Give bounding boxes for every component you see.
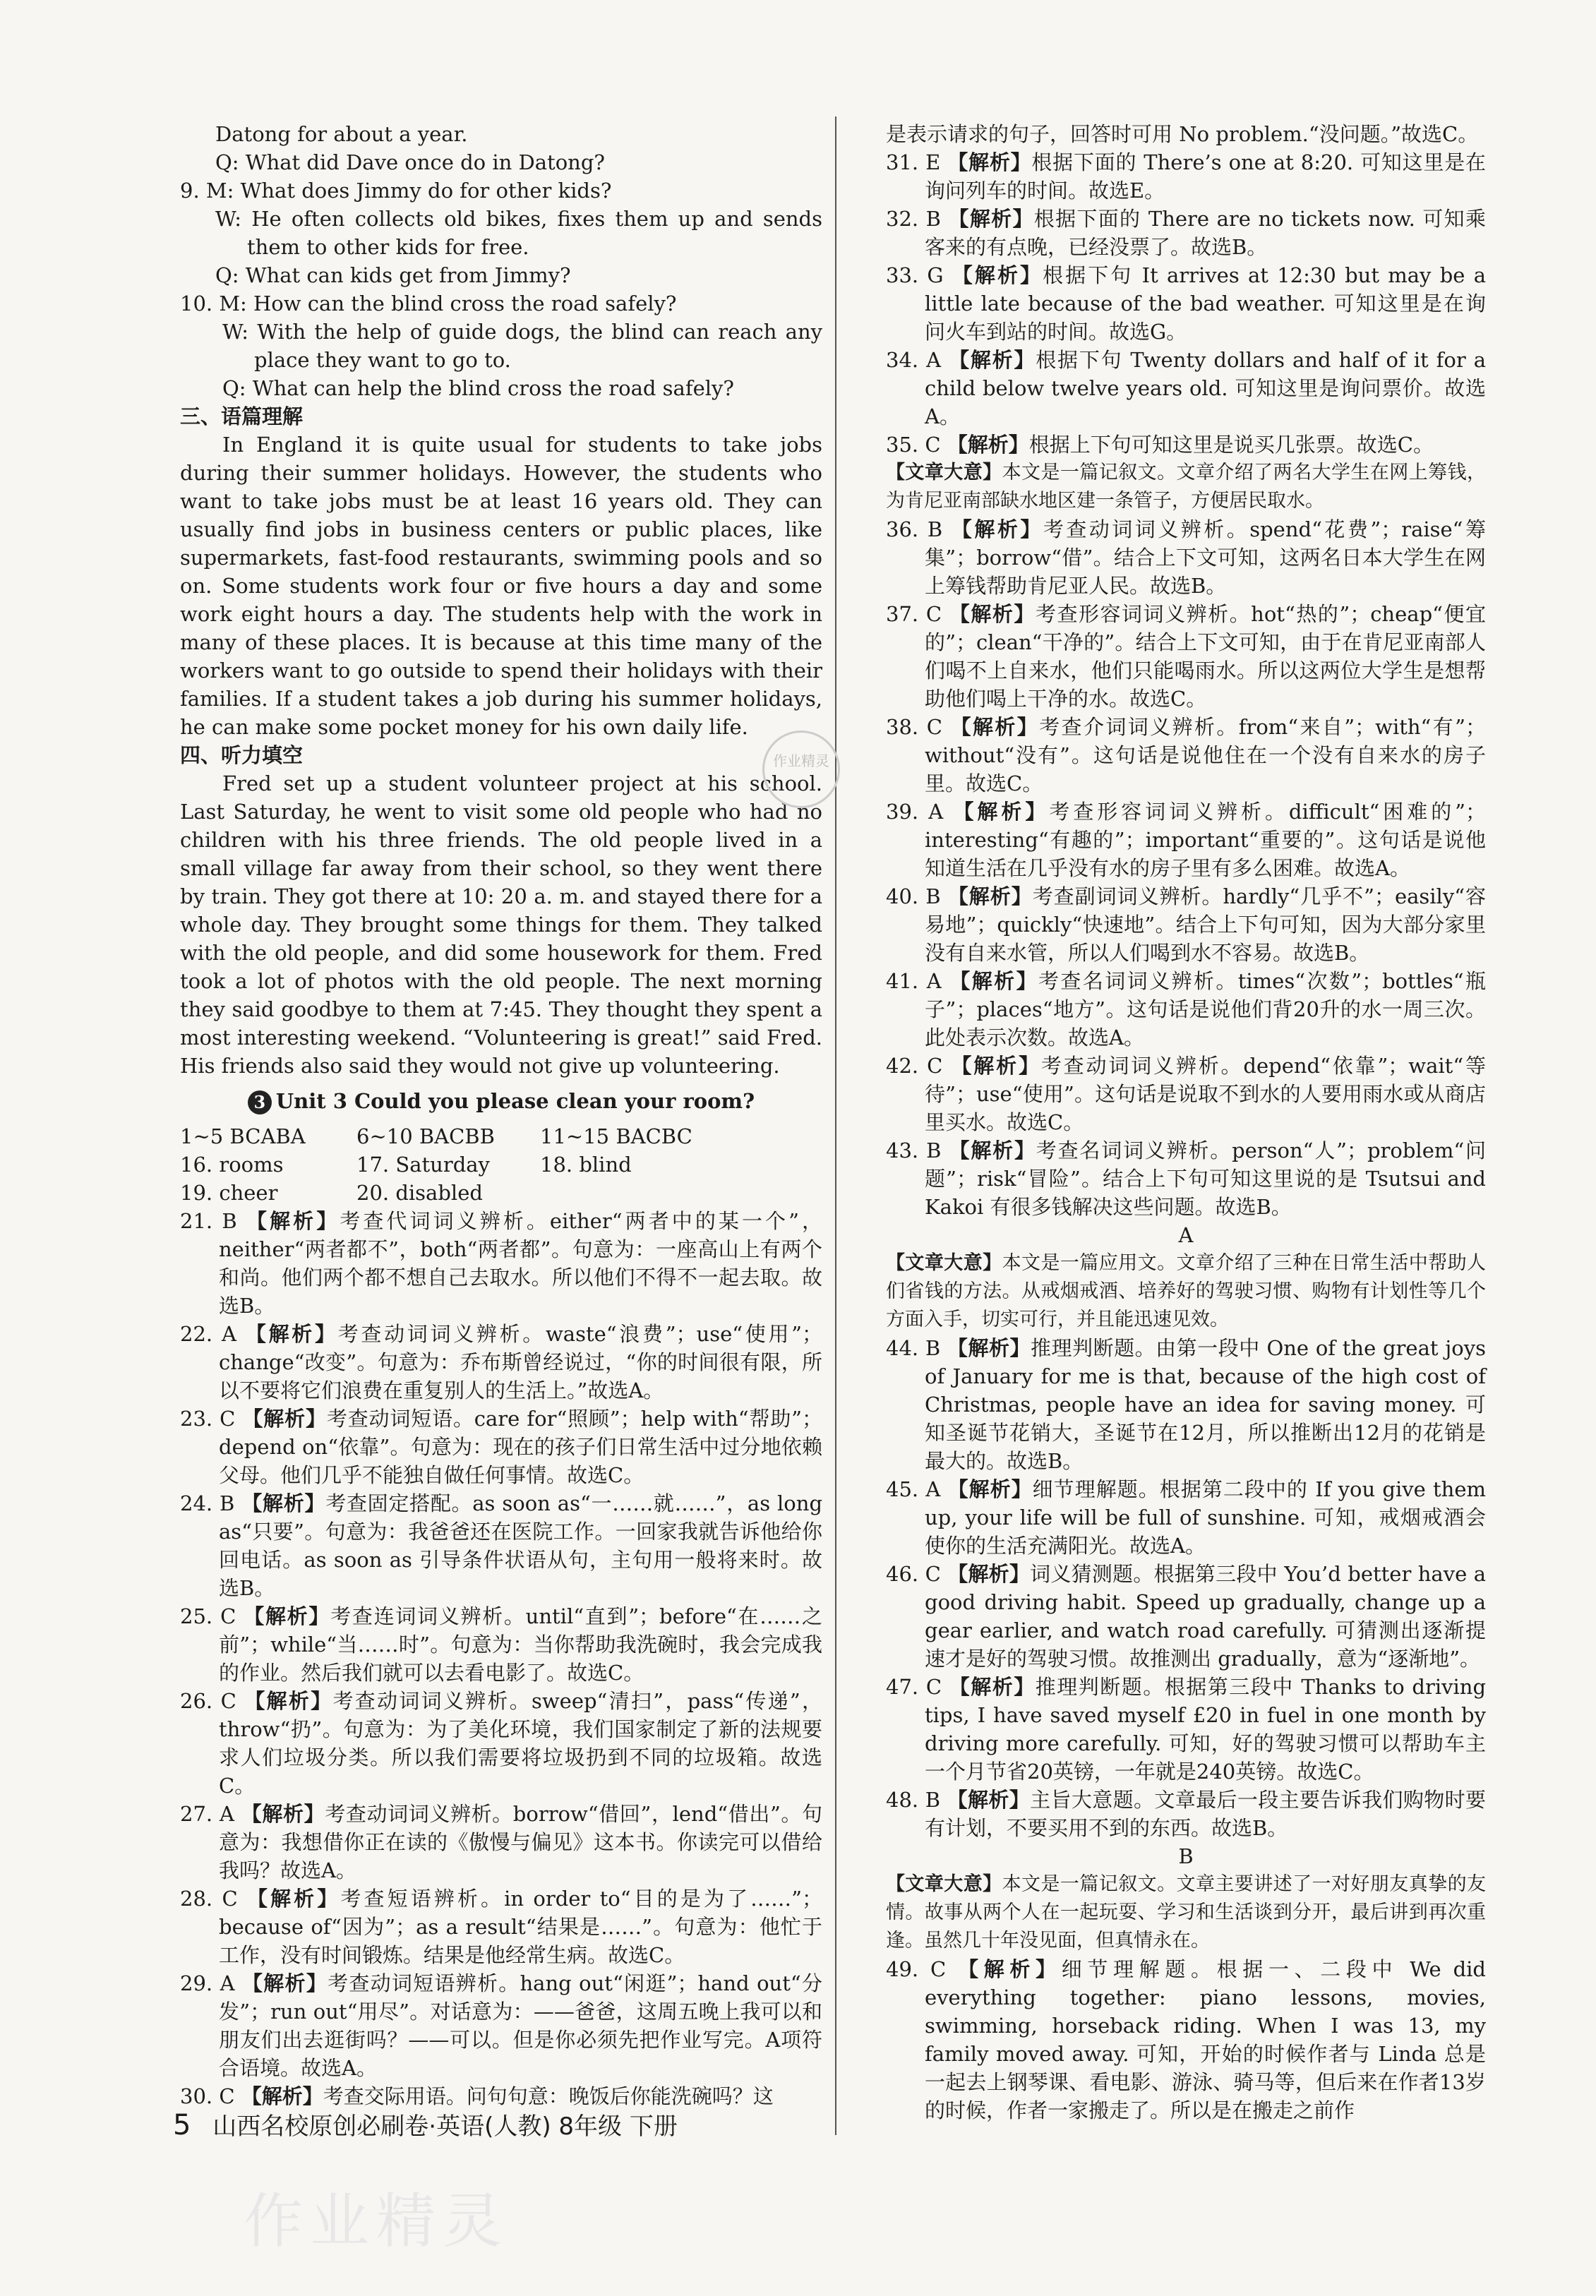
summary-3 bbox=[886, 1870, 1486, 1955]
item-number: 40. B bbox=[886, 884, 941, 908]
summary-text: 本文是一篇记叙文。文章主要讲述了一对好朋友真挚的友情。故事从两个人在一起玩耍、学习和生活谈到分开，最后讲到再次重逢。虽然几十年没见面，但真情永在。 bbox=[886, 1873, 1487, 1952]
item-number: 37. C bbox=[886, 602, 942, 626]
analysis-tag: 【解析】 bbox=[949, 348, 1036, 372]
item-text: 根据下面的 There are no tickets now. 可知乘客来的有点晚，已经没票了。故选B。 bbox=[925, 207, 1487, 259]
analysis-tag: 【解析】 bbox=[948, 207, 1034, 231]
analysis-tag: 【解析】 bbox=[242, 1971, 328, 1995]
item-text: 根据下面的 There’s one at 8:20. 可知这里是在询问列车的时间。故选E。 bbox=[925, 150, 1487, 203]
analysis-tag: 【解析】 bbox=[244, 1604, 331, 1628]
item-text: 推理判断题。由第一段中 One of the great joys of January for me is that, because of the high cost of Christmas, people have an idea for saving money. 可知圣诞节花销大，圣诞节在12月，所以推断出12月的花销是最大的。故选B。 bbox=[925, 1336, 1486, 1473]
item-text: 主旨大意题。文章最后一段主要告诉我们购物时要有计划，不要买用不到的东西。故选B。 bbox=[925, 1788, 1486, 1840]
analysis-tag: 【解析】 bbox=[241, 1491, 326, 1515]
item-text: 考查动词词义辨析。sweep“清扫”，pass“传递”，throw“扔”。句意为：为了美化环境，我们国家制定了新的法规要求人们垃圾分类。所以我们需要将垃圾扔到不同的垃圾箱。故选C。 bbox=[219, 1689, 822, 1798]
summary-1 bbox=[886, 459, 1486, 515]
explanation-item bbox=[180, 1320, 822, 1405]
item-number: 44. B bbox=[886, 1336, 941, 1360]
item-text: 考查副词词义辨析。hardly“几乎不”；easily“容易地”；quickly“快速地”。结合上下句可知，因为大部分家里没有自来水管，所以人们喝到水不容易。故选B。 bbox=[925, 884, 1487, 965]
explanation-item bbox=[886, 1136, 1486, 1221]
analysis-tag: 【解析】 bbox=[949, 1138, 1036, 1162]
item-text: 推理判断题。根据第三段中 Thanks to driving tips, I have saved myself £20 in fuel in one month by driving more carefully. 可知，好的驾驶习惯可以帮助车主一个月节省20英镑，一年就是240英镑。故选C。 bbox=[925, 1675, 1487, 1784]
item-number: 33. G bbox=[886, 263, 944, 287]
explanation-item bbox=[886, 967, 1486, 1052]
watermark: 作业精灵 bbox=[244, 2187, 510, 2256]
item-text: 考查动词短语。care for“照顾”；help with“帮助”；depend on“依靠”。句意为：现在的孩子们日常生活中过分地依赖父母。他们几乎不能独自做任何事情。故选C。 bbox=[219, 1407, 822, 1487]
analysis-tag: 【解析】 bbox=[947, 1788, 1031, 1812]
explanation-item bbox=[180, 1885, 822, 1969]
item-number: 48. B bbox=[886, 1788, 941, 1812]
dialog-lead: 10. M: How can the blind cross the road safely? bbox=[180, 291, 677, 315]
analysis-tag: 【解析】 bbox=[947, 1477, 1033, 1501]
item-text: 细节理解题。根据一、二段中 We did everything together: piano lessons, movies, swimming, horseback riding. When I was 13, my family moved away. 可知，开始的时候作者与 Linda 总是一起去上钢琴课、看电影、游泳、骑马等，但后来在作者13岁的时候，作者一家搬走了。所以是在搬走之前作 bbox=[925, 1957, 1486, 2122]
analysis-tag: 【解析】 bbox=[958, 1957, 1062, 1981]
explanation-item bbox=[180, 1207, 822, 1320]
item-number: 29. A bbox=[180, 1971, 235, 1995]
section-title-4: 四、听力填空 bbox=[180, 743, 304, 767]
summary-tag: 【文章大意】 bbox=[886, 462, 1002, 483]
item-number: 39. A bbox=[886, 800, 944, 824]
analysis-tag: 【解析】 bbox=[949, 969, 1039, 993]
explanation-item bbox=[886, 798, 1486, 882]
explanation-item bbox=[180, 1800, 822, 1885]
item-number: 31. E bbox=[886, 150, 941, 174]
section-title-3: 三、语篇理解 bbox=[180, 404, 304, 428]
item-number: 30. C bbox=[180, 2084, 235, 2108]
summary-2 bbox=[886, 1249, 1486, 1334]
answer-cell: 17. Saturday bbox=[356, 1153, 490, 1177]
explanation-item bbox=[886, 1560, 1486, 1673]
explanation-item bbox=[180, 2082, 822, 2110]
explanation-item bbox=[886, 148, 1486, 205]
item-text: 考查动词词义辨析。waste“浪费”；use“使用”；change“改变”。句意为：乔布斯曾经说过，“你的时间很有限，所以不要将它们浪费在重复别人的生活上。”故选A。 bbox=[219, 1322, 822, 1402]
left-column bbox=[180, 120, 822, 2110]
item-number: 23. C bbox=[180, 1407, 236, 1431]
item-text: 考查短语辨析。in order to“目的是为了……”；because of“因为”；as a result“结果是……”。句意为：他忙于工作，没有时间锻炼。结果是他经常生病。故选C。 bbox=[219, 1887, 822, 1967]
item-text: 考查介词词义辨析。from“来自”；with“有”；without“没有”。这句话是说他住在一个没有自来水的房子里。故选C。 bbox=[925, 715, 1486, 795]
answer-cell: 16. rooms bbox=[180, 1153, 284, 1177]
item-number: 46. C bbox=[886, 1562, 941, 1586]
item-number: 25. C bbox=[180, 1604, 236, 1628]
item-number: 32. B bbox=[886, 207, 941, 231]
answer-cell: 20. disabled bbox=[356, 1181, 483, 1205]
summary-tag: 【文章大意】 bbox=[886, 1873, 1002, 1895]
dialog-line: W: With the help of guide dogs, the blind can reach any place they want to go to. bbox=[222, 320, 822, 372]
part-label-a: A bbox=[1178, 1223, 1194, 1247]
analysis-tag: 【解析】 bbox=[947, 884, 1033, 908]
item-number: 21. B bbox=[180, 1209, 237, 1233]
column-divider bbox=[835, 116, 836, 2135]
analysis-tag: 【解析】 bbox=[947, 433, 1029, 457]
page-footer bbox=[173, 2107, 678, 2141]
answer-cell bbox=[540, 1179, 752, 1207]
explanation-item bbox=[886, 713, 1486, 798]
item-text: 考查名词词义辨析。person“人”；problem“问题”；risk“冒险”。结合上下句可知这里说的是 Tsutsui and Kakoi 有很多钱解决这些问题。故选B。 bbox=[925, 1138, 1486, 1219]
page-number: 5 bbox=[173, 2109, 191, 2141]
item-text: 考查形容词词义辨析。difficult“困难的”；interesting“有趣的”；important“重要的”。这句话是说他知道生活在几乎没有水的房子里有多么困难。故选A。 bbox=[925, 800, 1486, 880]
explanation-item bbox=[886, 261, 1486, 346]
item-text: 考查动词词义辨析。depend“依靠”；wait“等待”；use“使用”。这句话是说取不到水的人要用雨水或从商店里买水。故选C。 bbox=[925, 1054, 1486, 1134]
item-text: 根据下句 Twenty dollars and half of it for a child below twelve years old. 可知这里是询问票价。故选A。 bbox=[925, 348, 1487, 428]
item-text: 考查代词词义辨析。either“两者中的某一个”，neither“两者都不”，both“两者都”。句意为：一座高山上有两个和尚。他们两个都不想自己去取水。所以他们不得不一起去取。故选B。 bbox=[219, 1209, 822, 1318]
item-text: 考查动词词义辨析。borrow“借回”，lend“借出”。句意为：我想借你正在读的《傲慢与偏见》这本书。你读完可以借给我吗？故选A。 bbox=[219, 1802, 823, 1882]
part-label-b: B bbox=[1178, 1844, 1194, 1868]
left-explanations bbox=[180, 1207, 822, 2110]
stamp-text: 作业精灵 bbox=[773, 752, 829, 769]
explanation-item bbox=[886, 120, 1486, 148]
analysis-tag: 【解析】 bbox=[951, 1054, 1041, 1078]
analysis-tag: 【解析】 bbox=[952, 263, 1043, 287]
answer-cell: 1~5 BCABA bbox=[180, 1124, 306, 1148]
explanation-item bbox=[886, 1786, 1486, 1842]
item-number: 47. C bbox=[886, 1675, 942, 1699]
item-number: 36. B bbox=[886, 517, 943, 541]
answer-grid bbox=[180, 1122, 822, 1207]
item-number: 22. A bbox=[180, 1322, 236, 1346]
dialog-line: W: He often collects old bikes, fixes them up and sends them to other kids for free. bbox=[215, 207, 822, 259]
answer-cell: 18. blind bbox=[540, 1153, 632, 1177]
analysis-tag: 【解析】 bbox=[241, 2084, 323, 2108]
item-number: 49. C bbox=[886, 1957, 947, 1981]
item-number: 45. A bbox=[886, 1477, 941, 1501]
item-text: 考查动词短语辨析。hang out“闲逛”；hand out“分发”；run out“用尽”。对话意为：——爸爸，这周五晚上我可以和朋友们出去逛街吗？——可以。但是你必须先把作业写完。A项符合语境。故选A。 bbox=[219, 1971, 822, 2080]
item-number: 27. A bbox=[180, 1802, 234, 1826]
analysis-tag: 【解析】 bbox=[246, 1887, 341, 1911]
answer-cell: 19. cheer bbox=[180, 1181, 278, 1205]
right-column bbox=[886, 120, 1486, 2124]
analysis-tag: 【解析】 bbox=[951, 517, 1043, 541]
analysis-tag: 【解析】 bbox=[947, 150, 1032, 174]
item-number: 43. B bbox=[886, 1138, 942, 1162]
analysis-tag: 【解析】 bbox=[242, 1407, 327, 1431]
explanation-item bbox=[180, 1602, 822, 1687]
item-number: 28. C bbox=[180, 1887, 238, 1911]
item-text: 考查固定搭配。as soon as“一……就……”，as long as“只要”。句意为：我爸爸还在医院工作。一回家我就告诉他给你回电话。as soon as 引导条件状语从句，主句用一般将来时。故选B。 bbox=[219, 1491, 823, 1600]
item-text: 考查交际用语。问句句意：晚饭后你能洗碗吗？这 bbox=[323, 2084, 774, 2108]
explanation-item bbox=[180, 1687, 822, 1800]
explanation-item bbox=[886, 515, 1486, 600]
item-number: 35. C bbox=[886, 433, 941, 457]
analysis-tag: 【解析】 bbox=[947, 1562, 1031, 1586]
explanation-item bbox=[886, 1475, 1486, 1560]
item-text: 考查动词词义辨析。spend“花费”；raise“筹集”；borrow“借”。结合上下文可知，这两名日本大学生在网上筹钱帮助肯尼亚人民。故选B。 bbox=[925, 517, 1486, 598]
summary-tag: 【文章大意】 bbox=[886, 1252, 1002, 1274]
explanation-item bbox=[886, 600, 1486, 713]
dialog-line: Q: What can help the blind cross the road safely? bbox=[222, 376, 734, 400]
analysis-tag: 【解析】 bbox=[947, 1336, 1031, 1360]
item-number: 38. C bbox=[886, 715, 942, 739]
item-number: 34. A bbox=[886, 348, 942, 372]
item-text: 是表示请求的句子，回答时可用 No problem.“没问题。”故选C。 bbox=[886, 122, 1479, 146]
analysis-tag: 【解析】 bbox=[241, 1802, 325, 1826]
book-title: 山西名校原创必刷卷·英语(人教) 8年级 下册 bbox=[212, 2112, 678, 2141]
explanation-item bbox=[886, 431, 1486, 459]
explanations-44-48 bbox=[886, 1334, 1486, 1842]
item-text: 词义猜测题。根据第三段中 You’d better have a good driving habit. Speed up gradually, change up a gear earlier, and watch road carefully. 可猜测出逐渐提速才是好的驾驶习惯。故推测出 gradually，意为“逐渐地”。 bbox=[925, 1562, 1487, 1671]
analysis-tag: 【解析】 bbox=[246, 1209, 340, 1233]
item-number: 41. A bbox=[886, 969, 942, 993]
analysis-tag: 【解析】 bbox=[949, 1675, 1036, 1699]
explanation-item bbox=[886, 1052, 1486, 1136]
analysis-tag: 【解析】 bbox=[244, 1689, 333, 1713]
item-text: 考查形容词词义辨析。hot“热的”；cheap“便宜的”；clean“干净的”。结合上下文可知，由于在肯尼亚南部人们喝不上自来水，他们只能喝雨水。所以这两位大学生是想帮助他们喝上干净的水。故选C。 bbox=[925, 602, 1487, 711]
explanation-item bbox=[180, 1405, 822, 1489]
explanation-item bbox=[886, 1673, 1486, 1786]
analysis-tag: 【解析】 bbox=[949, 602, 1036, 626]
explanation-item bbox=[886, 205, 1486, 261]
unit-title: Unit 3 Could you please clean your room? bbox=[275, 1089, 755, 1113]
item-number: 24. B bbox=[180, 1491, 235, 1515]
analysis-tag: 【解析】 bbox=[953, 800, 1050, 824]
answer-cell: 11~15 BACBC bbox=[540, 1124, 692, 1148]
explanation-item bbox=[180, 1489, 822, 1602]
stamp-logo bbox=[762, 731, 840, 808]
explanation-item bbox=[886, 1955, 1486, 2124]
intro-line: Q: What did Dave once do in Datong? bbox=[215, 150, 605, 174]
explanation-item bbox=[180, 1969, 822, 2082]
analysis-tag: 【解析】 bbox=[950, 715, 1040, 739]
intro-line: Datong for about a year. bbox=[215, 122, 468, 146]
unit-number-badge: 3 bbox=[248, 1090, 272, 1114]
dialog-lead: 9. M: What does Jimmy do for other kids? bbox=[180, 179, 612, 203]
item-number: 26. C bbox=[180, 1689, 236, 1713]
section-4-text: Fred set up a student volunteer project at his school. Last Saturday, he went to visit some old people who had no children with his three friends. The old people lived in a small village far away from their school, so they went there by train. They got there at 10: 20 a. m. and stayed there for a whole day. They brought some things for them. They talked with the old people, and did some housework for them. Fred took a lot of photos with the old people. The next morning they said goodbye to them at 7:45. They thought they spent a most interesting weekend. “Volunteering is great!” said Fred. His friends also said they would not give up volunteering. bbox=[180, 771, 822, 1078]
dialog-line: Q: What can kids get from Jimmy? bbox=[215, 263, 571, 287]
section-3-text: In England it is quite usual for students to take jobs during their summer holidays. However, the students who want to take jobs must be at least 16 years old. They can usually find jobs in business centers or public places, like supermarkets, fast-food restaurants, swimming pools and so on. Some students work four or five hours a day and some work eight hours a day. The students help with the work in many of these places. It is because at this time many of the workers want to go outside to spend their holidays with their families. If a student takes a job during his summer holidays, he can make some pocket money for his own daily life. bbox=[180, 433, 822, 739]
summary-text: 本文是一篇应用文。文章介绍了三种在日常生活中帮助人们省钱的方法。从戒烟戒酒、培养好的驾驶习惯、购物有计划性等几个方面入手，切实可行，并且能迅速见效。 bbox=[886, 1252, 1487, 1330]
item-text: 考查名词词义辨析。times“次数”；bottles“瓶子”；places“地方”。这句话是说他们背20升的水一周三次。此处表示次数。故选A。 bbox=[925, 969, 1487, 1050]
summary-text: 本文是一篇记叙文。文章介绍了两名大学生在网上筹钱，为肯尼亚南部缺水地区建一条管子，方便居民取水。 bbox=[886, 462, 1487, 512]
unit-heading bbox=[180, 1087, 822, 1115]
answer-cell: 6~10 BACBB bbox=[356, 1124, 495, 1148]
item-number: 42. C bbox=[886, 1054, 943, 1078]
item-text: 根据下句 It arrives at 12:30 but may be a little late because of the bad weather. 可知这里是在询问火车到站的时间。故选G。 bbox=[925, 263, 1486, 344]
explanations-31-35 bbox=[886, 120, 1486, 459]
explanations-36-43 bbox=[886, 515, 1486, 1221]
analysis-tag: 【解析】 bbox=[245, 1322, 338, 1346]
item-text: 考查连词词义辨析。until“直到”；before“在……之前”；while“当……时”。句意为：当你帮助我洗碗时，我会完成我的作业。然后我们就可以去看电影了。故选C。 bbox=[219, 1604, 822, 1685]
explanation-item bbox=[886, 346, 1486, 431]
explanation-item bbox=[886, 1334, 1486, 1475]
item-text: 根据上下句可知这里是说买几张票。故选C。 bbox=[1028, 433, 1434, 457]
explanations-49 bbox=[886, 1955, 1486, 2124]
explanation-item bbox=[886, 882, 1486, 967]
item-text: 细节理解题。根据第二段中的 If you give them up, your life will be full of sunshine. 可知，戒烟戒酒会使你的生活充满阳光。故选A。 bbox=[925, 1477, 1486, 1558]
